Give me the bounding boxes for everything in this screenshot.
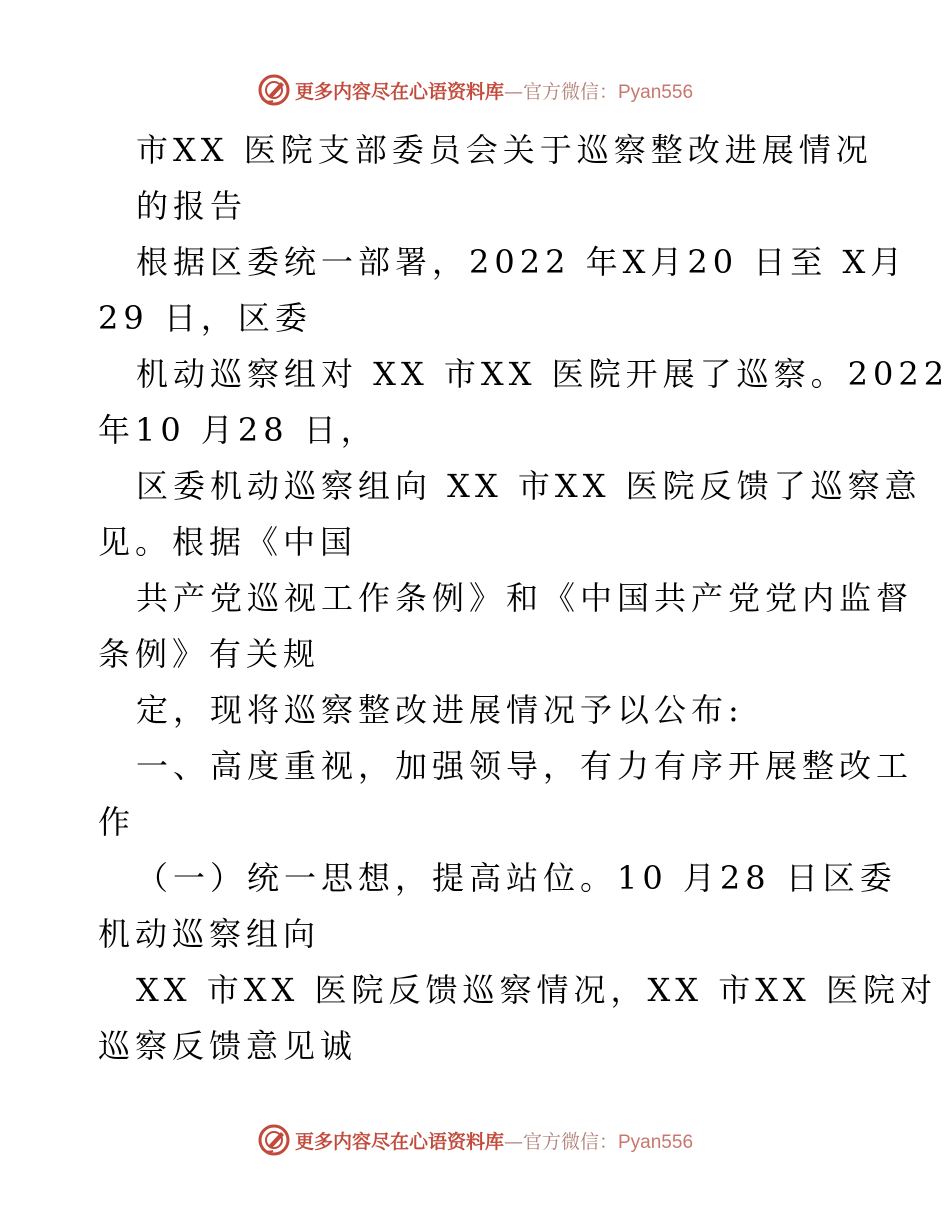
watermark-logo-icon xyxy=(257,73,291,107)
watermark-footer xyxy=(0,1122,950,1158)
paragraph-line: 机动巡察组向 xyxy=(98,915,321,953)
paragraph-line: 根据区委统一部署，2022 年X月20 日至 X月 xyxy=(136,243,908,281)
watermark-text: 更多内容尽在心语资料库—官方微信：Pyan556 xyxy=(294,1130,694,1153)
section-heading-line: 一、高度重视，加强领导，有力有序开展整改工 xyxy=(136,747,914,785)
paragraph-line: 条例》有关规 xyxy=(98,635,321,673)
paragraph-line: XX 市XX 医院反馈巡察情况，XX 市XX 医院对 xyxy=(136,971,937,1009)
paragraph-line: 区委机动巡察组向 XX 市XX 医院反馈了巡察意 xyxy=(136,467,922,505)
doc-title-line-2: 的报告 xyxy=(136,187,248,225)
doc-title-line-1: 市XX 医院支部委员会关于巡察整改进展情况 xyxy=(136,131,873,169)
paragraph-line: 机动巡察组对 XX 市XX 医院开展了巡察。2022 xyxy=(136,355,950,393)
paragraph-line: 定，现将巡察整改进展情况予以公布: xyxy=(136,691,744,729)
section-heading-line: 作 xyxy=(98,803,136,841)
watermark-header xyxy=(0,72,950,108)
paragraph-line: 共产党巡视工作条例》和《中国共产党党内监督 xyxy=(136,579,914,617)
watermark-text: 更多内容尽在心语资料库—官方微信：Pyan556 xyxy=(294,80,694,103)
document-body xyxy=(98,122,950,1074)
paragraph-line: 年10 月28 日， xyxy=(98,411,378,449)
paragraph-line: 29 日，区委 xyxy=(98,299,312,337)
watermark-logo-icon xyxy=(257,1123,291,1157)
subsection-line: （一）统一思想，提高站位。10 月28 日区委 xyxy=(136,859,897,897)
paragraph-line: 见。根据《中国 xyxy=(98,523,358,561)
paragraph-line: 巡察反馈意见诚 xyxy=(98,1027,358,1065)
